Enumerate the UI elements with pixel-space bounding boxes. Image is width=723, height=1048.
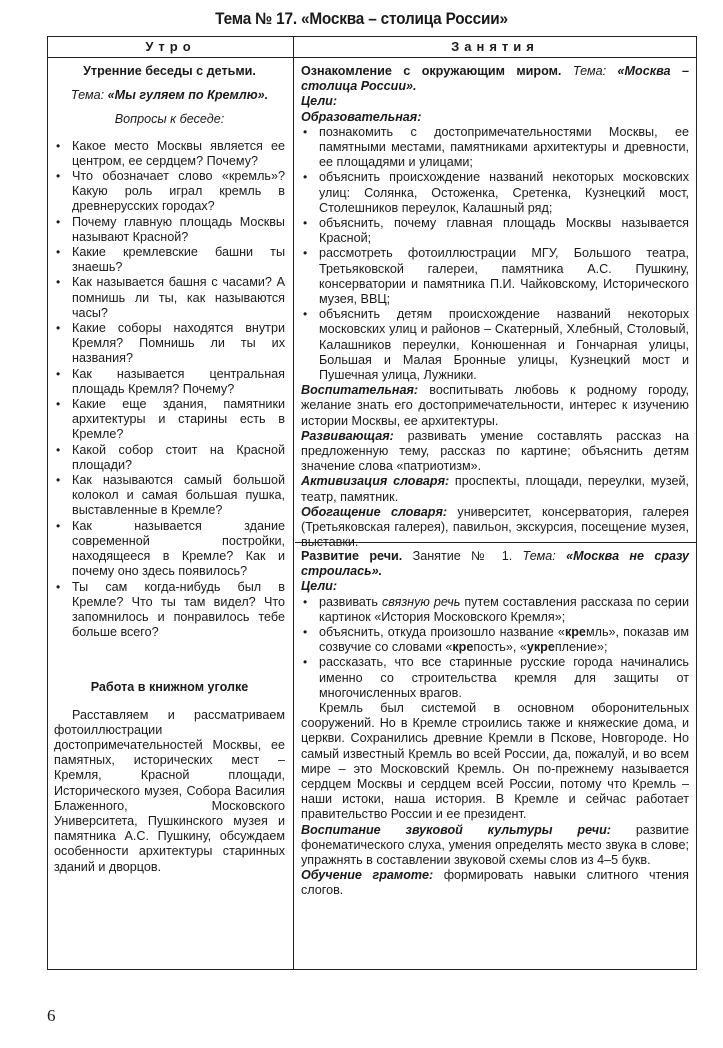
vocab-activation [301,474,689,504]
header-morning: Утро [48,37,294,57]
question-item: • Какое место Москвы является ее центром, ее сердцем? Почему? [54,139,285,169]
lessons-column [295,58,696,899]
speech-goals-list [301,595,689,701]
goal-item: • рассмотреть фотоиллюстрации МГУ, Большого театра, Третьяковской галереи, памятника А.С. Пушкину, консерватории и памятника П.И. Чайковскому, Исторического музея, ВВЦ; [301,246,689,307]
theme-label: Тема: [522,549,567,563]
lesson-plan-table [47,36,697,970]
upbringing-text: воспитывать любовь к родному городу, желание знать его достопримечательности, интерес к изучению истории Москвы, ее архитектуры. [301,383,689,428]
theme-value: «Москва – столица России». [301,64,689,94]
upbringing-goal [301,383,689,429]
question-item: • Как называются самый большой колокол и самая большая пушка, выставленные в Кремле? [54,473,285,519]
lesson-subject: Развитие речи. [301,549,403,563]
question-item: • Как называется здание современной постройки, находящееся в Кремле? Как и почему оно здесь появилось? [54,519,285,580]
theme-value: «Москва не сразу строилась». [301,549,689,579]
goal-emphasis: кре [452,640,474,655]
goal-emphasis: укре [526,640,555,655]
goal-item: • познакомить с достопримечательностями Москвы, ее памятными местами, памятниками архитектуры и древности, ее площадями и улицами; [301,125,689,171]
goal-text: объяснить, откуда произошло название « [319,625,565,640]
goal-item [301,595,689,625]
morning-talks-title: Утренние беседы с детьми. [83,64,256,78]
header-lessons: Занятия [451,39,539,54]
goal-item: • объяснить происхождение названий некоторых московских улиц: Солянка, Остоженка, Сретенка, Кузнецкий мост, Столешников переулок, Калашный ряд; [301,170,689,216]
theme-label: Тема: [70,88,108,103]
educational-goals-list [301,125,689,383]
goal-text: пость», « [473,640,527,655]
goal-emphasis: связную речь [382,594,461,609]
goal-item: • объяснить, почему главная площадь Москвы называется Красной; [301,216,689,246]
educational-label: Образовательная: [301,109,422,124]
morning-column [48,58,293,875]
goal-text: развивать [319,594,382,609]
theme-value: «Мы гуляем по Кремлю». [107,88,269,103]
table-header-row [48,37,696,58]
question-item: • Какой собор стоит на Красной площади? [54,443,285,473]
goal-item [301,625,689,655]
literacy-text: формировать навыки слитного чтения слогов. [301,868,689,898]
kremlin-text: Кремль был системой в основном оборонительных сооружений. Но в Кремле строились также и княжеские дома, и церкви. Сохранились древние Кремли в Пскове, Новгороде. Но самый известный Кремль во всей России, да, пожалуй, и во всем мире – это Московский Кремль. Он по-прежнему называется сердцем Москвы и сердцем всей России, потому что Кремль – наши истоки, наша история. В Кремле и сейчас работает правительство России и ее президент. [301,701,689,822]
vocab-enrich-text: университет, консерватория, галерея (Третьяковская галерея), павильон, экскурсия, посещение музея, выставки. [301,504,689,550]
sound-culture-label: Воспитание звуковой культуры речи: [301,822,611,837]
goal-text: мль», показав им созвучие со словами « [319,625,689,655]
goal-text: пление»; [554,640,608,655]
vocab-activation-text: проспекты, площади, переулки, музей, театр, памятник. [301,474,689,504]
upbringing-label: Воспитательная: [301,383,419,398]
lesson-speech-heading [301,549,689,579]
lesson-number: Занятие № 1. [402,549,523,563]
page-number: 6 [47,1006,56,1025]
sound-culture-goal [301,823,689,869]
goals-label: Цели: [301,579,338,594]
question-item: • Как называется центральная площадь Кремля? Почему? [54,367,285,397]
goal-item: • рассказать, что все старинные русские города начинались именно со строительства кремля для защиты от многочисленных врагов. [301,655,689,701]
developing-text: развивать умение составлять рассказ на предложенную тему, рассказ по картине; объяснить детям значение слова «патриотизм». [301,428,689,474]
goal-text: путем составления рассказа по серии картинок «История Московского Кремля»; [319,594,689,624]
lesson-world-block [295,64,696,550]
question-item: • Почему главную площадь Москвы называют Красной? [54,215,285,245]
goal-item: • объяснить детям происхождение названий некоторых московских улиц и районов – Скатерный, Хлебный, Столовый, Калашников переулки, Конюшенная и Гончарная улицы, Большая и Малая Бронные улицы, Кузнецкий мост и Пушечная улица, Лужники. [301,307,689,383]
question-item: • Какие соборы находятся внутри Кремля? Помнишь ли ты их названия? [54,321,285,367]
developing-goal [301,429,689,475]
question-item: • Что обозначает слово «кремль»? Какую роль играл кремль в древнерусских городах? [54,169,285,215]
questions-list [54,139,285,641]
lesson-subject: Ознакомление с окружающим миром. [301,64,562,78]
book-corner-text: Расставляем и рассматриваем фотоиллюстрации достопримечательностей Москвы, ее памятных, исторических мест – Кремля, Красной площади, Исторического музея, Собора Василия Блаженного, Московского Университета, Пушкинского музея и памятника А.С. Пушкину, обсуждаем особенности архитектуры старинных зданий и дворцов. [54,707,285,874]
vocab-activation-label: Активизация словаря: [301,474,450,489]
goal-emphasis: кре [564,625,586,640]
question-item: • Как называется башня с часами? А помнишь ли ты, как называются часы? [54,275,285,321]
question-item: • Какие еще здания, памятники архитектуры и старины есть в Кремле? [54,397,285,443]
sound-culture-text: развитие фонематического слуха, умения определять место звука в слове; упражнять в составлении звуковой схемы слов из 4–5 букв. [301,822,690,868]
question-item: • Какие кремлевские башни ты знаешь? [54,245,285,275]
page-title: Тема № 17. «Москва – столица России» [215,10,508,28]
question-item: • Ты сам когда-нибудь был в Кремле? Что ты там видел? Что запомнилось и понравилось тебе больше всего? [54,580,285,641]
lesson-world-heading [301,64,689,94]
literacy-goal [301,868,689,898]
developing-label: Развивающая: [301,428,394,443]
goals-label: Цели: [301,94,338,109]
lesson-speech-block [301,543,689,899]
morning-talks-theme [54,88,285,103]
vocab-enrich-label: Обогащение словаря: [301,504,448,519]
literacy-label: Обучение грамоте: [301,868,434,883]
questions-heading: Вопросы к беседе: [114,112,225,127]
book-corner-title: Работа в книжном уголке [90,680,249,695]
theme-label: Тема: [561,64,618,78]
